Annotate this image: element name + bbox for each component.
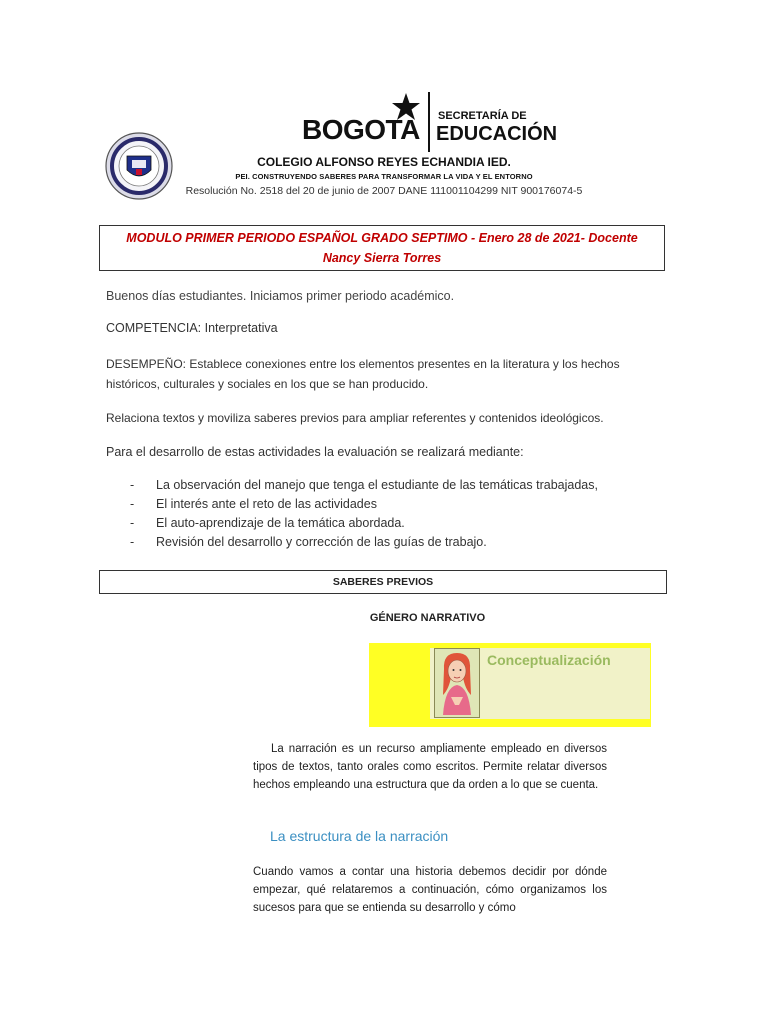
school-resolution: Resolución No. 2518 del 20 de junio de 2007 DANE 111001104299 NIT 900176074-5 xyxy=(185,185,583,197)
competencia-line xyxy=(106,318,666,338)
evaluation-criteria-list xyxy=(130,476,670,552)
desempeno-text: Establece conexiones entre los elementos presentes en la literatura y los hechos históricos, culturales y sociales en los que se han producido. xyxy=(106,357,620,391)
conceptualization-label: Conceptualización xyxy=(487,652,611,668)
desempeno-label: DESEMPEÑO: xyxy=(106,357,187,371)
narration-paragraph: La narración es un recurso ampliamente empleado en diversos tipos de textos, tanto orales como escritos. Permite relatar diversos hechos empleando una estructura que da orden a lo que se cuenta. xyxy=(253,743,607,791)
evaluacion-intro: Para el desarrollo de estas actividades la evaluación se realizará mediante: xyxy=(106,445,524,459)
logo-divider xyxy=(428,92,430,152)
school-name: COLEGIO ALFONSO REYES ECHANDIA IED. xyxy=(257,155,511,169)
desempeno-paragraph xyxy=(106,354,666,394)
module-title-box xyxy=(99,225,665,271)
teacher-icon xyxy=(435,649,479,717)
competencia-value: Interpretativa xyxy=(201,321,278,335)
list-item: - El interés ante el reto de las actividades xyxy=(130,497,377,511)
module-title-line1: MODULO PRIMER PERIODO ESPAÑOL GRADO SEPTIMO - Enero 28 de 2021- Docente xyxy=(126,231,638,245)
logo-city-text: BOGOTA xyxy=(302,114,420,145)
school-motto: PEI. CONSTRUYENDO SABERES PARA TRANSFORMAR LA VIDA Y EL ENTORNO xyxy=(235,172,533,181)
list-item: - El auto-aprendizaje de la temática abordada. xyxy=(130,516,405,530)
greeting-text: Buenos días estudiantes. Iniciamos primer periodo académico. xyxy=(106,289,455,303)
competencia-label: COMPETENCIA: xyxy=(106,321,202,335)
logo-secretaria-text: SECRETARÍA DE xyxy=(438,110,527,122)
module-teacher-name: Nancy Sierra Torres xyxy=(322,251,442,265)
teacher-illustration-frame xyxy=(434,648,480,718)
genre-title: GÉNERO NARRATIVO xyxy=(369,612,486,624)
logo-educacion-text: EDUCACIÓN xyxy=(436,123,558,145)
saberes-previos-box: SABERES PREVIOS xyxy=(99,570,667,594)
narration-structure-heading: La estructura de la narración xyxy=(270,828,449,844)
bogota-secretaria-logo xyxy=(302,92,558,154)
relaciona-paragraph: Relaciona textos y moviliza saberes previos para ampliar referentes y contenidos ideológicos. xyxy=(106,411,604,425)
story-structure-paragraph: Cuando vamos a contar una historia debemos decidir por dónde empezar, qué relataremos a continuación, cómo organizamos los sucesos para que se entienda su desarrollo y cómo xyxy=(253,866,607,914)
list-item: - Revisión del desarrollo y corrección de las guías de trabajo. xyxy=(130,535,487,549)
list-item: - La observación del manejo que tenga el estudiante de las temáticas trabajadas, xyxy=(130,478,598,492)
